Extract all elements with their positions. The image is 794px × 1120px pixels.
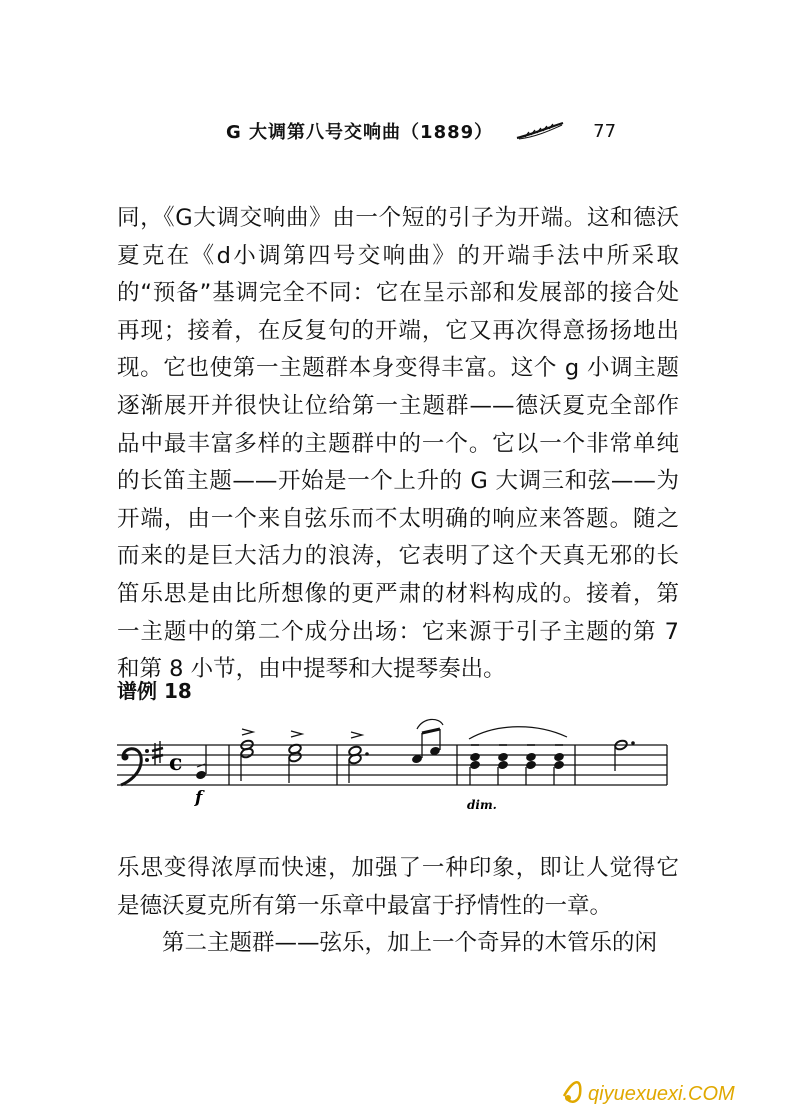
music-score-example <box>117 715 687 825</box>
quill-ornament-icon <box>515 120 565 142</box>
page-number: 77 <box>593 120 617 142</box>
watermark-text: qiyuexuexi.COM <box>588 1083 735 1105</box>
grace-eighths <box>411 719 443 764</box>
body-paragraph-3: 第二主题群——弦乐，加上一个奇异的木管乐的闲 <box>162 930 658 957</box>
bass-clef-icon <box>121 749 149 785</box>
body-paragraph-1: 同，《G大调交响曲》由一个短的引子为开端。这和德沃夏克在《d小调第四号交响曲》的开端手法中所采取的“预备”基调完全不同：它在呈示部和发展部的接合处再现；接着，在反复句的开端，它又再次得意扬扬地出现。它也使第一主题群本身变得丰富。这个 g 小调主题逐渐展开并很快让位给第一主题群——德沃夏克全部作品中最丰富多样的主题群中的一个。它以一个非常单纯的长笛主题——开始是一个上升的 G 大调三和弦——为开端，由一个来自弦乐而不太明确的响应来答题。随之而来的是巨大活力的浪涛，它表明了这个天真无邪的长笛乐思是由比所想像的更严肃的材料构成的。接着，第一主题中的第二个成分出场：它来源于引子主题的第 7 和第 8 小节，由中提琴和大提琴奏出。 <box>117 205 679 683</box>
dynamic-dim: dim. <box>467 798 497 812</box>
slur <box>469 727 567 739</box>
pickup-note <box>195 745 207 780</box>
common-time-icon: c <box>169 750 183 776</box>
music-example-label: 谱例 18 <box>117 679 192 703</box>
body-text-after-example <box>117 850 679 963</box>
running-header <box>226 116 674 146</box>
dynamic-forte: f <box>195 788 203 808</box>
staff-lines <box>117 745 667 785</box>
running-title: G 大调第八号交响曲（1889） <box>226 122 494 143</box>
site-watermark <box>560 1074 760 1108</box>
body-paragraph-2: 乐思变得浓厚而快速，加强了一种印象，即让人觉得它是德沃夏克所有第一乐章中最富于抒情性的一章。 <box>117 855 679 919</box>
